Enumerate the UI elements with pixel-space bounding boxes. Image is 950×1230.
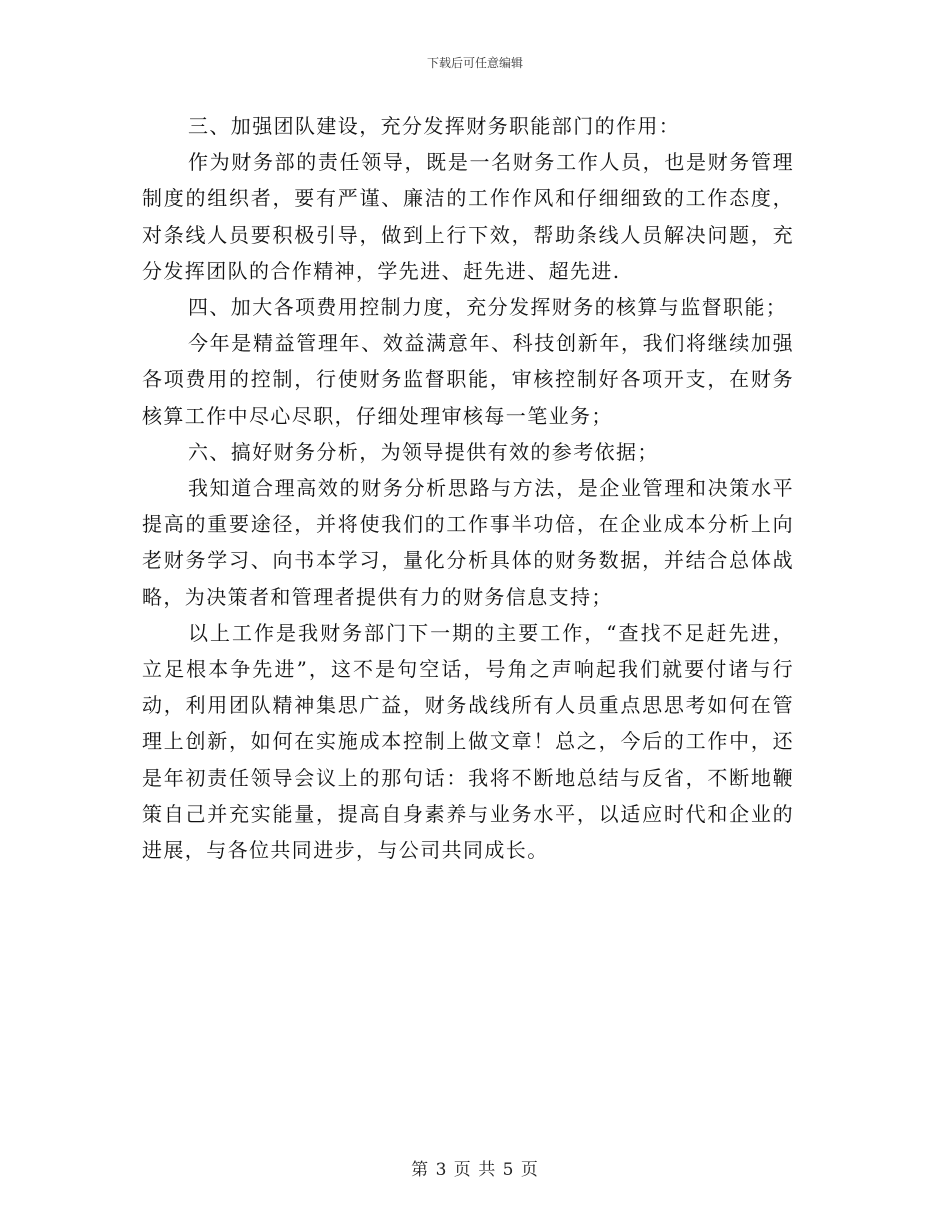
paragraph-conclusion: 以上工作是我财务部门下一期的主要工作，“查找不足赶先进，立足根本争先进”，这不是句空话，号角之声响起我们就要付诸与行动，利用团队精神集思广益，财务战线所有人员重点思思考如何在管理上创新，如何在实施成本控制上做文章！总之，今后的工作中，还是年初责任领导会议上的那句话：我将不断地总结与反省，不断地鞭策自己并充实能量，提高自身素养与业务水平，以适应时代和企业的进展，与各位共同进步，与公司共同成长。 <box>142 620 794 863</box>
section-heading-financial-analysis: 六、搞好财务分析，为领导提供有效的参考依据； <box>188 439 659 464</box>
document-body <box>142 108 794 868</box>
paragraph-leadership-role: 作为财务部的责任领导，既是一名财务工作人员，也是财务管理制度的组织者，要有严谨、廉洁的工作作风和仔细细致的工作态度，对条线人员要积极引导，做到上行下效，帮助条线人员解决问题，充分发挥团队的合作精神，学先进、赶先进、超先进. <box>142 150 794 283</box>
page-header-note: 下载后可任意编辑 <box>426 56 523 70</box>
paragraph-cost-control: 今年是精益管理年、效益满意年、科技创新年，我们将继续加强各项费用的控制，行使财务监督职能，审核控制好各项开支，在财务核算工作中尽心尽职，仔细处理审核每一笔业务； <box>142 331 794 428</box>
paragraph-financial-analysis: 我知道合理高效的财务分析思路与方法，是企业管理和决策水平提高的重要途径，并将使我们的工作事半功倍，在企业成本分析上向老财务学习、向书本学习，量化分析具体的财务数据，并结合总体战略，为决策者和管理者提供有力的财务信息支持； <box>142 476 794 609</box>
section-heading-cost-control: 四、加大各项费用控制力度，充分发挥财务的核算与监督职能； <box>188 295 788 320</box>
page-number: 第 3 页 共 5 页 <box>411 1160 539 1180</box>
section-heading-team-building: 三、加强团队建设，充分发挥财务职能部门的作用： <box>188 114 681 138</box>
